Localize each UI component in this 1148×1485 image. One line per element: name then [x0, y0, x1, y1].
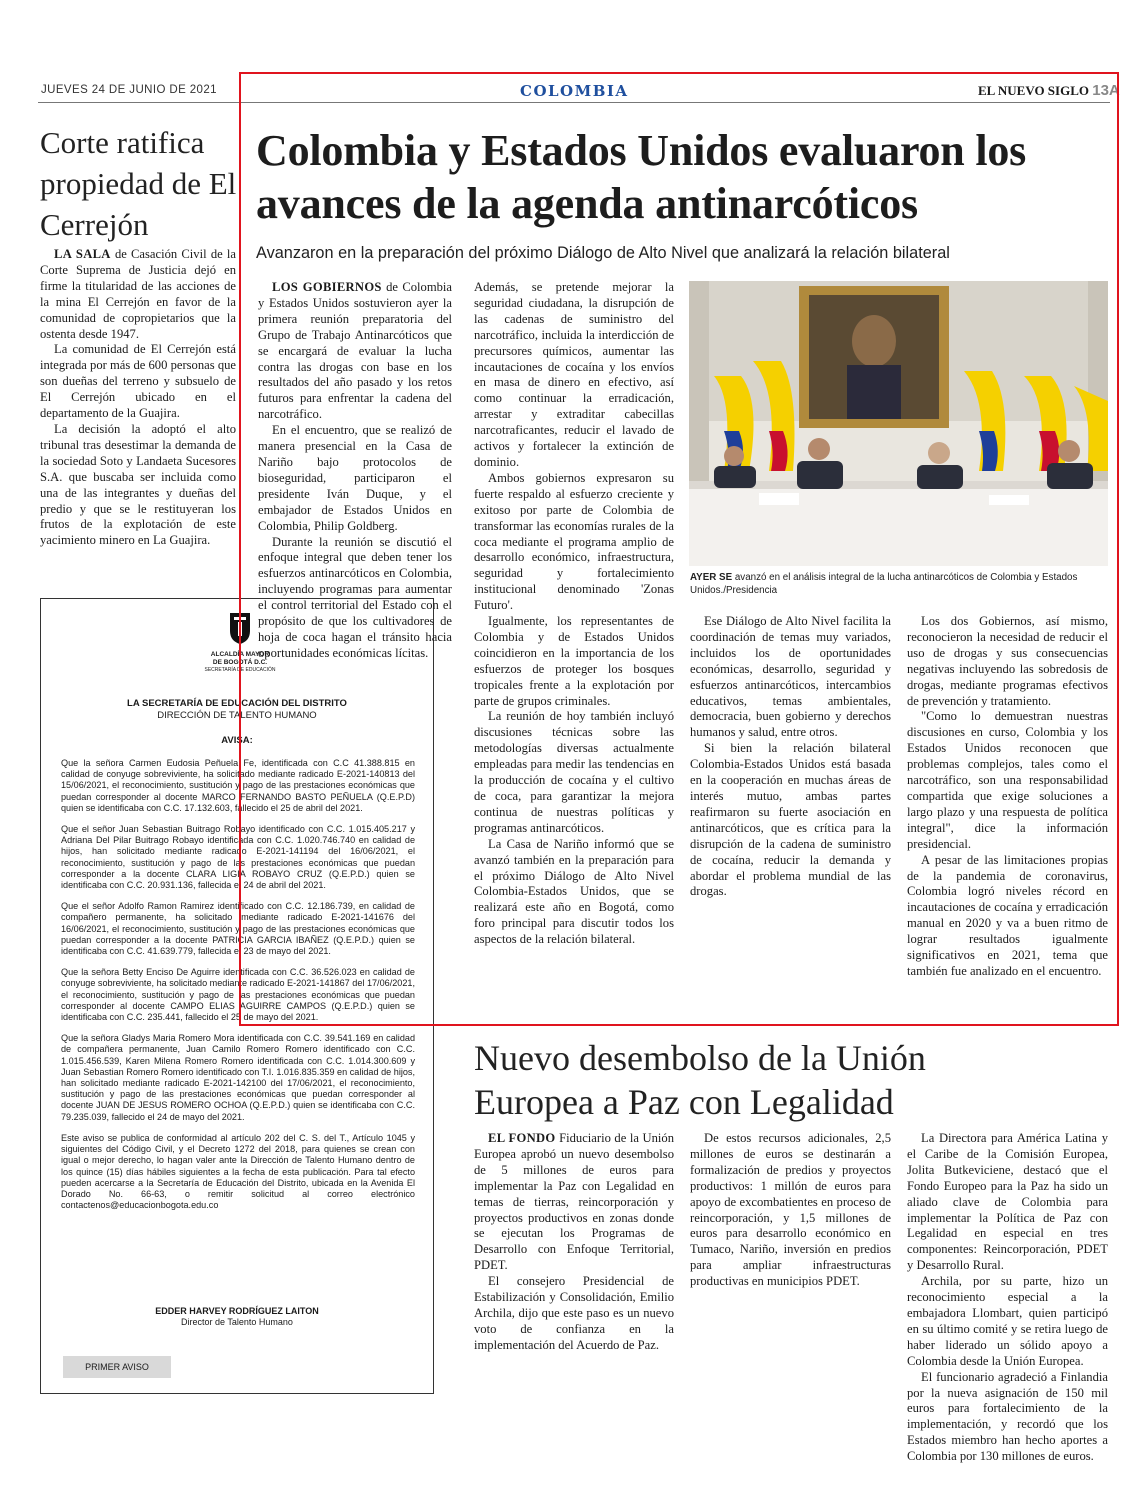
main-paragraph: "Como lo demuestran nuestras discusiones en curso, Colombia y los Estados Unidos reconocen que problemas complejos, tales como el narcotráfico, son una responsabilidad compartida que exige soluciones a largo plazo y una respuesta de política integral", dice la información presidencial.	[907, 709, 1108, 851]
main-paragraph: Si bien la relación bilateral Colombia-Estados Unidos está basada en la cooperación en muchas áreas de interés mutuo, ambas partes reafirmaron su fuerte asociación en antinarcóticos, que es crítica para la disrupción de la cadena de suministro de cocaína, reducir la demanda y abordar el problema mundial de las drogas.	[690, 741, 891, 899]
main-paragraph: Ambos gobiernos expresaron su fuerte respaldo al esfuerzo creciente y exitoso por parte de Colombia de transformar las economías rurales de la coca mediante el programa amplio de desarrollo económico, infraestructura, seguridad y fortalecimiento institucional denominado 'Zonas Futuro'.	[474, 470, 674, 613]
second-column-3	[907, 1131, 1108, 1464]
second-article-title: Nuevo desembolso de la Unión Europea a Paz con Legalidad	[474, 1038, 926, 1122]
main-lead: LOS GOBIERNOS	[272, 280, 382, 294]
left-article-body	[40, 247, 236, 582]
caption-text: avanzó en el análisis integral de la lucha antinarcóticos de Colombia y Estados Unidos./Presidencia	[690, 572, 1078, 597]
page-number: 13A	[1092, 82, 1120, 99]
left-article-title: Corte ratifica propiedad de El Cerrejón	[40, 125, 237, 242]
main-paragraph: La reunión de hoy también incluyó discusiones técnicas sobre las metodologías diversas actualmente empleadas para medir las tendencias en la producción de cocaína y el cultivo de coca, para garantizar la mejora continua de nuestras políticas y programas antinarcóticos.	[474, 709, 674, 835]
caption-lead: AYER SE	[690, 572, 733, 583]
notice-badge: PRIMER AVISO	[63, 1356, 171, 1378]
left-lead: LA SALA	[54, 247, 111, 261]
notice-paragraph: Este aviso se publica de conformidad al artículo 202 del C. S. del T., Artículo 1045 y siguientes del Código Civil, y el Decreto 1272 del 2018, para quienes se crean con igual o mejor derecho, lo hagan valer ante la Dirección de Talento Humano dentro de los quince (15) días hábiles siguientes a la fecha de esta publicación. Para tal efecto pueden acercarse a la Secretaría de Educación del Distrito, ubicada en la Avenida El Dorado No. 66-63, o remitir solicitud al correo electrónico contactenos@educacionbogota.edu.co	[61, 1132, 415, 1211]
notice-paragraph: Que la señora Carmen Eudosia Peñuela Fe, identificada con C.C 41.388.815 en calidad de conyuge sobreviviente, ha solicitado mediante radicado E-2021-140813 del 15/06/2021, el reconocimiento, sustitución y pago de las prestaciones económicas que puedan corresponder al docente MARCO FERNANDO BASTO PEÑUELA (Q.E.P.D) quien se identificaba con C.C. 17.132.603, fallecido el 25 de abril del 2021.	[61, 758, 415, 813]
notice-signer: EDDER HARVEY RODRÍGUEZ LAITON	[155, 1306, 319, 1316]
second-lead: EL FONDO	[488, 1131, 556, 1145]
notice-paragraph: Que la señora Betty Enciso De Aguirre identificada con C.C. 36.526.023 en calidad de conyuge sobreviviente, ha solicitado mediante radicado E-2021-141867 del 17/06/2021, el reconocimiento, sustitución y pago de las prestaciones económicas que puedan corresponder al docente CAMPO ELIAS AGUIRRE CAMPOS (Q.E.P.D.) quien se identificaba con C.C. 235.441, fallecido el 25 de mayo del 2021.	[61, 967, 415, 1023]
main-paragraph: Durante la reunión se discutió el enfoque integral que deben tener los esfuerzos antinarcóticos en Colombia, incluyendo programas para aumentar el control territorial del Estado con el propósito de que los cultivadores de hoja de coca hagan el tránsito hacia oportunidades económicas lícitas.	[258, 534, 452, 660]
main-paragraph: Además, se pretende mejorar la seguridad ciudadana, la disrupción de las cadenas de suministro del narcotráfico, incluida la interdicción de precursores químicos, aumentar las incautaciones de cocaína y los envíos en masa de dinero en efectivo, así como continuar la erradicación, arrestar y extraditar cabecillas narcotraficantes, reducir el lavado de activos y fortalecer la extinción de dominio.	[474, 280, 674, 469]
left-paragraph: La decisión la adoptó el alto tribunal tras desestimar la demanda de la sociedad Soto y Landaeta Sucesores S.A. que buscaba ser incluida como una de las integrantes y dueñas del predio y que se le restituyeran los frutos de la explotación de este yacimiento minero en La Guajira.	[40, 421, 236, 548]
second-column-2	[690, 1131, 891, 1412]
main-paragraph: A pesar de las limitaciones propias de la pandemia de coronavirus, Colombia logró niveles récord en incautaciones de cocaína y erradicación manual en 2020 y va a buen ritmo de lograr resultados igualmente significativos en 2021, tema que también fue analizado en el encuentro.	[907, 852, 1108, 978]
second-paragraph: Archila, por su parte, hizo un reconocimiento especial a la embajadora Llombart, quien participó en su último comité y se retira luego de haber liderado un sólido apoyo a Colombia desde la Unión Europea.	[907, 1274, 1108, 1368]
notice-avisa: AVISA:	[221, 735, 253, 746]
second-paragraph: La Directora para América Latina y el Caribe de la Comisión Europea, Jolita Butkeviciene, destacó que el Fondo Europeo para la Paz ha sido un aliado clave de Colombia para implementar la Política de Paz con Legalidad en especial en tres componentes: Reincorporación, PDET y Desarrollo Rural.	[907, 1131, 1108, 1273]
brand-name: EL NUEVO SIGLO	[978, 83, 1089, 98]
left-paragraph: LA SALA de Casación Civil de la Corte Suprema de Justicia dejó en firme la titularidad de las acciones de la mina El Cerrejón en favor de la comunidad de copropietarios que la ostenta desde 1947.	[40, 247, 236, 341]
second-paragraph: El funcionario agradeció a Finlandia por la nueva asignación de 150 mil euros para fortalecimiento de la implementación, y recordó que los Estados miembro han hecho aportes a Colombia por 130 millones de euros.	[907, 1369, 1108, 1464]
second-paragraph: El consejero Presidencial de Estabilización y Consolidación, Emilio Archila, dijo que este paso es un nuevo voto de confianza en la implementación del Acuerdo de Paz.	[474, 1274, 674, 1352]
second-column-1	[474, 1131, 674, 1412]
second-paragraph: EL FONDO Fiduciario de la Unión Europea aprobó un nuevo desembolso de 5 millones de euros para implementar la Paz con Legalidad en temas de tierras, reincorporación y proyectos productivos en zonas donde se ejecutan los Programas de Desarrollo con Enfoque Territorial, PDET.	[474, 1131, 674, 1273]
main-article-subtitle: Avanzaron en la preparación del próximo Diálogo de Alto Nivel que analizará la relación bilateral	[256, 244, 950, 262]
notice-org: LA SECRETARÍA DE EDUCACIÓN DEL DISTRITO	[127, 698, 347, 709]
main-paragraph: Ese Diálogo de Alto Nivel facilita la coordinación de temas muy variados, incluidos los de oportunidades económicas, desarrollo, seguridad y esfuerzos antinarcóticos, intercambios educativos, temas ambientales, democracia, buen gobierno y derechos humanos y salud, entre otros.	[690, 614, 891, 740]
main-paragraph: Los dos Gobiernos, así mismo, reconocieron la necesidad de reducir el uso de drogas y sus consecuencias negativas incluyendo las sobredosis de drogas, mediante programas efectivos de prevención y tratamiento.	[907, 614, 1108, 708]
logo-line-3: SECRETARÍA DE EDUCACIÓN	[204, 667, 276, 673]
notice-paragraph: Que el señor Juan Sebastian Buitrago Robayo identificado con C.C. 1.015.405.217 y Adriana Del Pilar Buitrago Robayo identificada con C.C. 1.020.746.740 en calidad de hijos, han solicitado mediante radicado E-2021-141194 del 16/06/2021, el reconocimiento, sustitución y pago de las prestaciones económicas que puedan corresponder a la docente CLARA LIGIA ROBAYO CRUZ (Q.E.P.D.) quien se identificaba con C.C. 20.931.136, fallecida el 24 de abril del 2021.	[61, 824, 415, 891]
main-paragraph: La Casa de Nariño informó que se avanzó también en la preparación para el próximo Diálogo de Alto Nivel Colombia-Estados Unidos, que se realizará este año en Bogotá, como foro principal para discutir todos los aspectos de la relación bilateral.	[474, 836, 674, 947]
notice-paragraph: Que el señor Adolfo Ramon Ramirez identificado con C.C. 12.186.739, en calidad de compañero permanente, ha solicitado mediante radicado E-2021-141676 del 16/06/2021, el reconocimiento, sustitución y pago de las prestaciones económicas que puedan corresponder a la docente PATRICIA GARCIA IBAÑEZ (Q.E.P.D.) quien se identificaba con C.C. 41.639.779, fallecida el 23 de mayo del 2021.	[61, 901, 415, 957]
highlight-frame	[239, 72, 1119, 1026]
section-label: COLOMBIA	[520, 82, 629, 100]
main-article-title: Colombia y Estados Unidos evaluaron los avances de la agenda antinarcóticos	[256, 126, 1027, 228]
issue-date: JUEVES 24 DE JUNIO DE 2021	[41, 84, 217, 96]
notice-paragraph: Que la señora Gladys Maria Romero Mora identificada con C.C. 39.541.169 en calidad de compañera permanente, Juan Camilo Romero Romero identificado con C.C. 1.015.456.539, Karen Milena Romero Romero identificada con C.C. 1.014.300.609 y Juan Sebastian Romero Romero identificado con T.I. 1.016.835.359 en calidad de hijos, han solicitado mediante radicado E-2021-142100 del 17/06/2021, el reconocimiento, sustitución y pago de las prestaciones económicas que puedan corresponder al docente JUAN DE JESUS ROMERO OCHOA (Q.E.P.D.) quien se identificaba con C.C. 79.235.039, fallecido el 24 de mayo del 2021.	[61, 1033, 415, 1122]
logo-line-1: ALCALDÍA MAYOR	[210, 651, 270, 658]
notice-signer-title: Director de Talento Humano	[181, 1317, 293, 1327]
left-paragraph: La comunidad de El Cerrejón está integrada por más de 600 personas que son dueñas del terreno y subsuelo de El Cerrejón ubicado en el departamento de la Guajira.	[40, 342, 236, 421]
main-paragraph: En el encuentro, que se realizó de manera presencial en la Casa de Nariño bajo protocolos de bioseguridad, participaron el presidente Iván Duque, y el embajador de Estados Unidos en Colombia, Philip Goldberg.	[258, 423, 452, 533]
second-paragraph: De estos recursos adicionales, 2,5 millones de euros se destinarán a formalización de predios y proyectos productivos: 1 millón de euros para apoyo de excombatientes en proceso de reincorporación, y 1,5 millones de euros para desarrollo económico en Tumaco, Nariño, inversión en predios para ampliar infraestructuras productivas en municipios PDET.	[690, 1131, 891, 1289]
logo-line-2: DE BOGOTÁ D.C.	[212, 659, 268, 666]
main-paragraph: LOS GOBIERNOS de Colombia y Estados Unidos sostuvieron ayer la primera reunión preparatoria del Grupo de Trabajo Antinarcóticos que se encargará de evaluar la lucha contra las drogas con base en los resultados del año pasado y los retos futuros para enfrentar la cadena del narcotráfico.	[258, 280, 453, 422]
notice-dept: DIRECCIÓN DE TALENTO HUMANO	[157, 710, 317, 721]
main-paragraph: Igualmente, los representantes de Colombia y de Estados Unidos coincidieron en la importancia de los esfuerzos de proteger los bosques tropicales frente a la explotación por parte de grupos criminales.	[474, 614, 674, 708]
